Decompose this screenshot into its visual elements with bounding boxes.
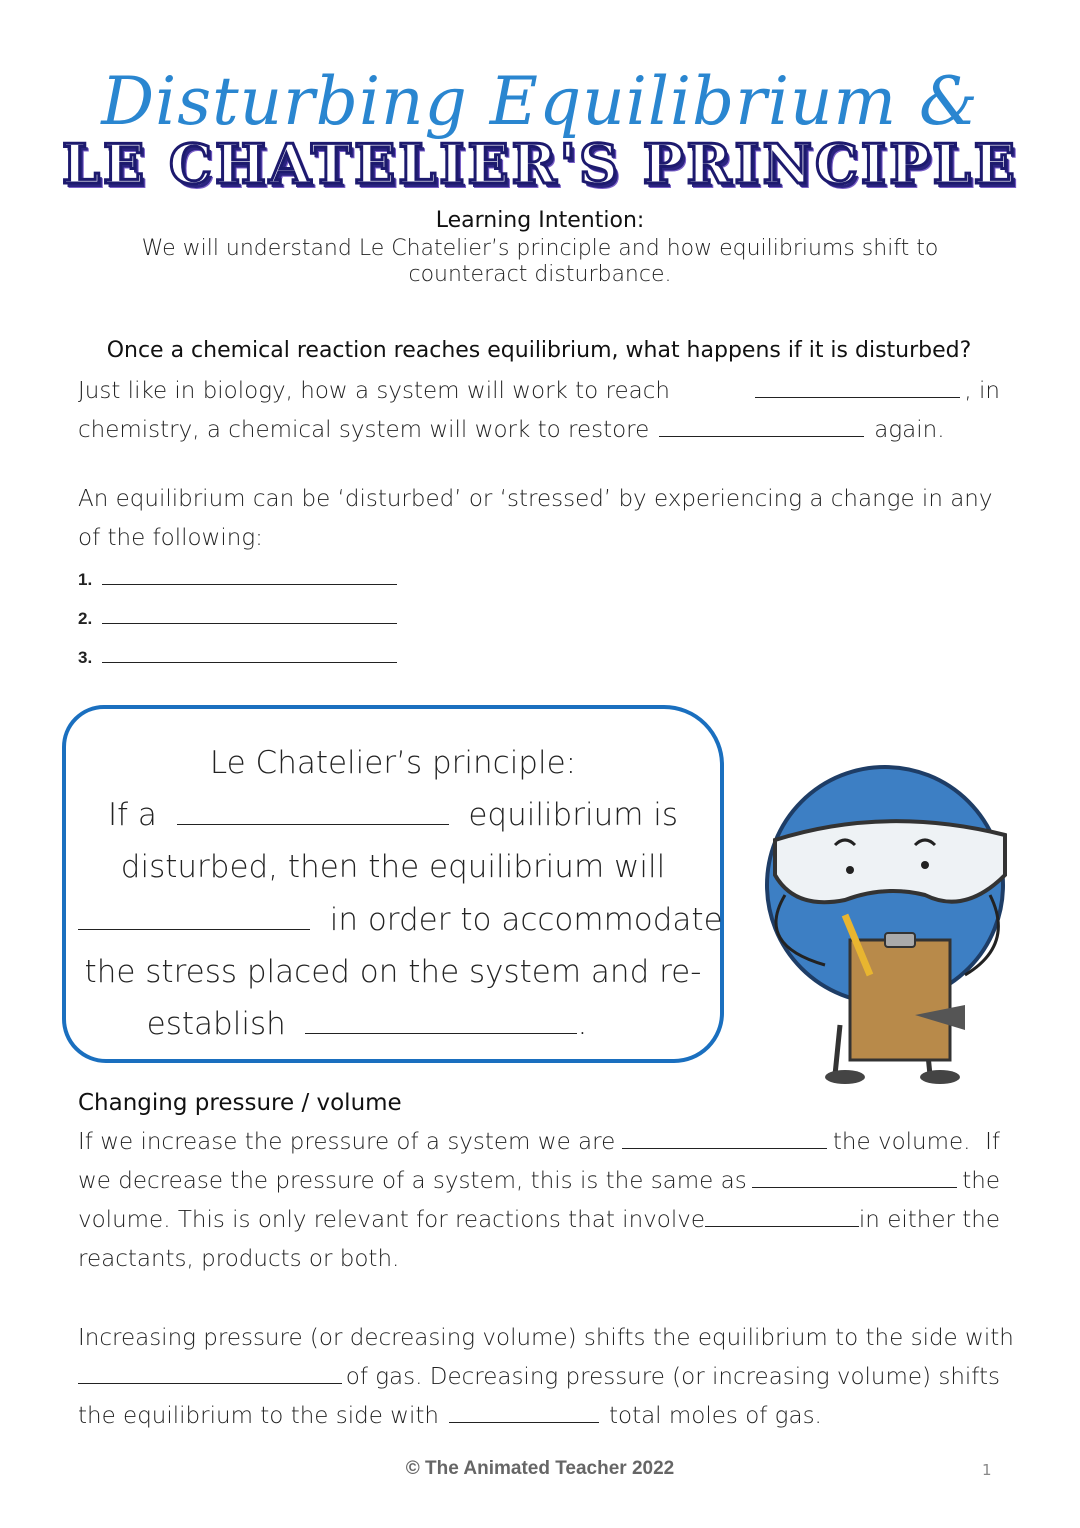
para1-line1 [78, 378, 1000, 404]
box-line5 [40, 1006, 694, 1042]
section-heading: Changing pressure / volume [78, 1090, 402, 1116]
fill-blank[interactable] [102, 583, 397, 585]
text: total moles of gas. [608, 1403, 822, 1429]
para2-line1 [78, 486, 1000, 512]
fill-blank[interactable] [305, 1032, 577, 1034]
text: Increasing pressure (or decreasing volume) shifts the equilibrium to the side with [78, 1325, 1014, 1351]
text: Just like in biology, how a system will work to reach [78, 378, 670, 404]
text: in order to accommodate [329, 902, 723, 938]
fill-blank[interactable] [102, 661, 397, 663]
text: volume. This is only relevant for reactions that involve [78, 1207, 705, 1233]
text: establish [146, 1006, 286, 1042]
text: the equilibrium to the side with [78, 1403, 439, 1429]
box-heading: Le Chatelier’s principle: [209, 745, 577, 781]
text: If a [107, 797, 157, 833]
eye [846, 866, 854, 874]
shoe [825, 1070, 865, 1084]
fill-blank[interactable] [449, 1421, 599, 1423]
list-item [78, 648, 1000, 668]
list-item [78, 609, 1000, 629]
fill-blank[interactable] [755, 396, 960, 398]
section-line1 [78, 1129, 1000, 1155]
para2-line2 [78, 525, 1000, 551]
text: chemistry, a chemical system will work to restore [78, 417, 650, 443]
leg [835, 1025, 840, 1075]
box-line2: disturbed, then the equilibrium will [120, 849, 666, 885]
learning-intention-text: We will understand Le Chatelier’s principle and how equilibriums shift to counteract disturbance. [141, 236, 939, 287]
text: the volume. If [832, 1129, 1000, 1155]
section-line3 [78, 1207, 1000, 1233]
eye [921, 861, 929, 869]
copyright-footer: © The Animated Teacher 2022 [405, 1458, 675, 1479]
list-number: 3. [78, 648, 93, 667]
fill-blank[interactable] [659, 435, 864, 437]
title-script: Disturbing Equilibrium & [101, 63, 979, 140]
text: . [577, 1006, 588, 1042]
text: of the following: [78, 525, 263, 551]
text: we decrease the pressure of a system, this is the same as [78, 1168, 747, 1194]
text: of gas. Decreasing pressure (or increasing volume) shifts [345, 1364, 1000, 1390]
learning-intention-heading: Learning Intention: [435, 208, 645, 233]
page-number: 1 [982, 1461, 992, 1479]
title-block: LE CHATELIER'S PRINCIPLE [62, 132, 1018, 196]
goggles-icon [775, 821, 1005, 902]
section-line2 [78, 1168, 1000, 1194]
para1-line2 [78, 417, 1000, 443]
text: again. [874, 417, 945, 443]
fill-blank[interactable] [752, 1186, 957, 1188]
shoe [920, 1070, 960, 1084]
box-line3 [78, 902, 723, 938]
text: If we increase the pressure of a system we are [78, 1129, 616, 1155]
text: equilibrium is [468, 797, 679, 833]
fill-blank[interactable] [705, 1225, 859, 1227]
text: reactants, products or both. [78, 1246, 400, 1272]
fill-blank[interactable] [102, 622, 397, 624]
text: the [962, 1168, 1000, 1194]
fill-blank[interactable] [177, 823, 449, 825]
fill-blank[interactable] [78, 1382, 342, 1384]
list-number: 1. [78, 570, 93, 589]
fill-blank[interactable] [622, 1147, 827, 1149]
list-number: 2. [78, 609, 93, 628]
fill-blank[interactable] [78, 928, 310, 930]
para3-line3 [78, 1403, 1000, 1429]
text: An equilibrium can be ‘disturbed’ or ‘stressed’ by experiencing a change in any [78, 486, 993, 512]
box-line4: the stress placed on the system and re- [84, 954, 702, 990]
text: in either the [858, 1207, 1000, 1233]
scientist-character-illustration [765, 745, 1020, 1090]
para3-line2 [78, 1364, 1000, 1390]
question-heading: Once a chemical reaction reaches equilibrium, what happens if it is disturbed? [106, 338, 972, 363]
section-line4 [78, 1246, 1000, 1272]
box-line1 [66, 797, 720, 833]
text: , in [964, 378, 1000, 404]
list-item [78, 570, 1000, 590]
para3-line1 [78, 1325, 1014, 1351]
clipboard-clip [885, 933, 915, 947]
